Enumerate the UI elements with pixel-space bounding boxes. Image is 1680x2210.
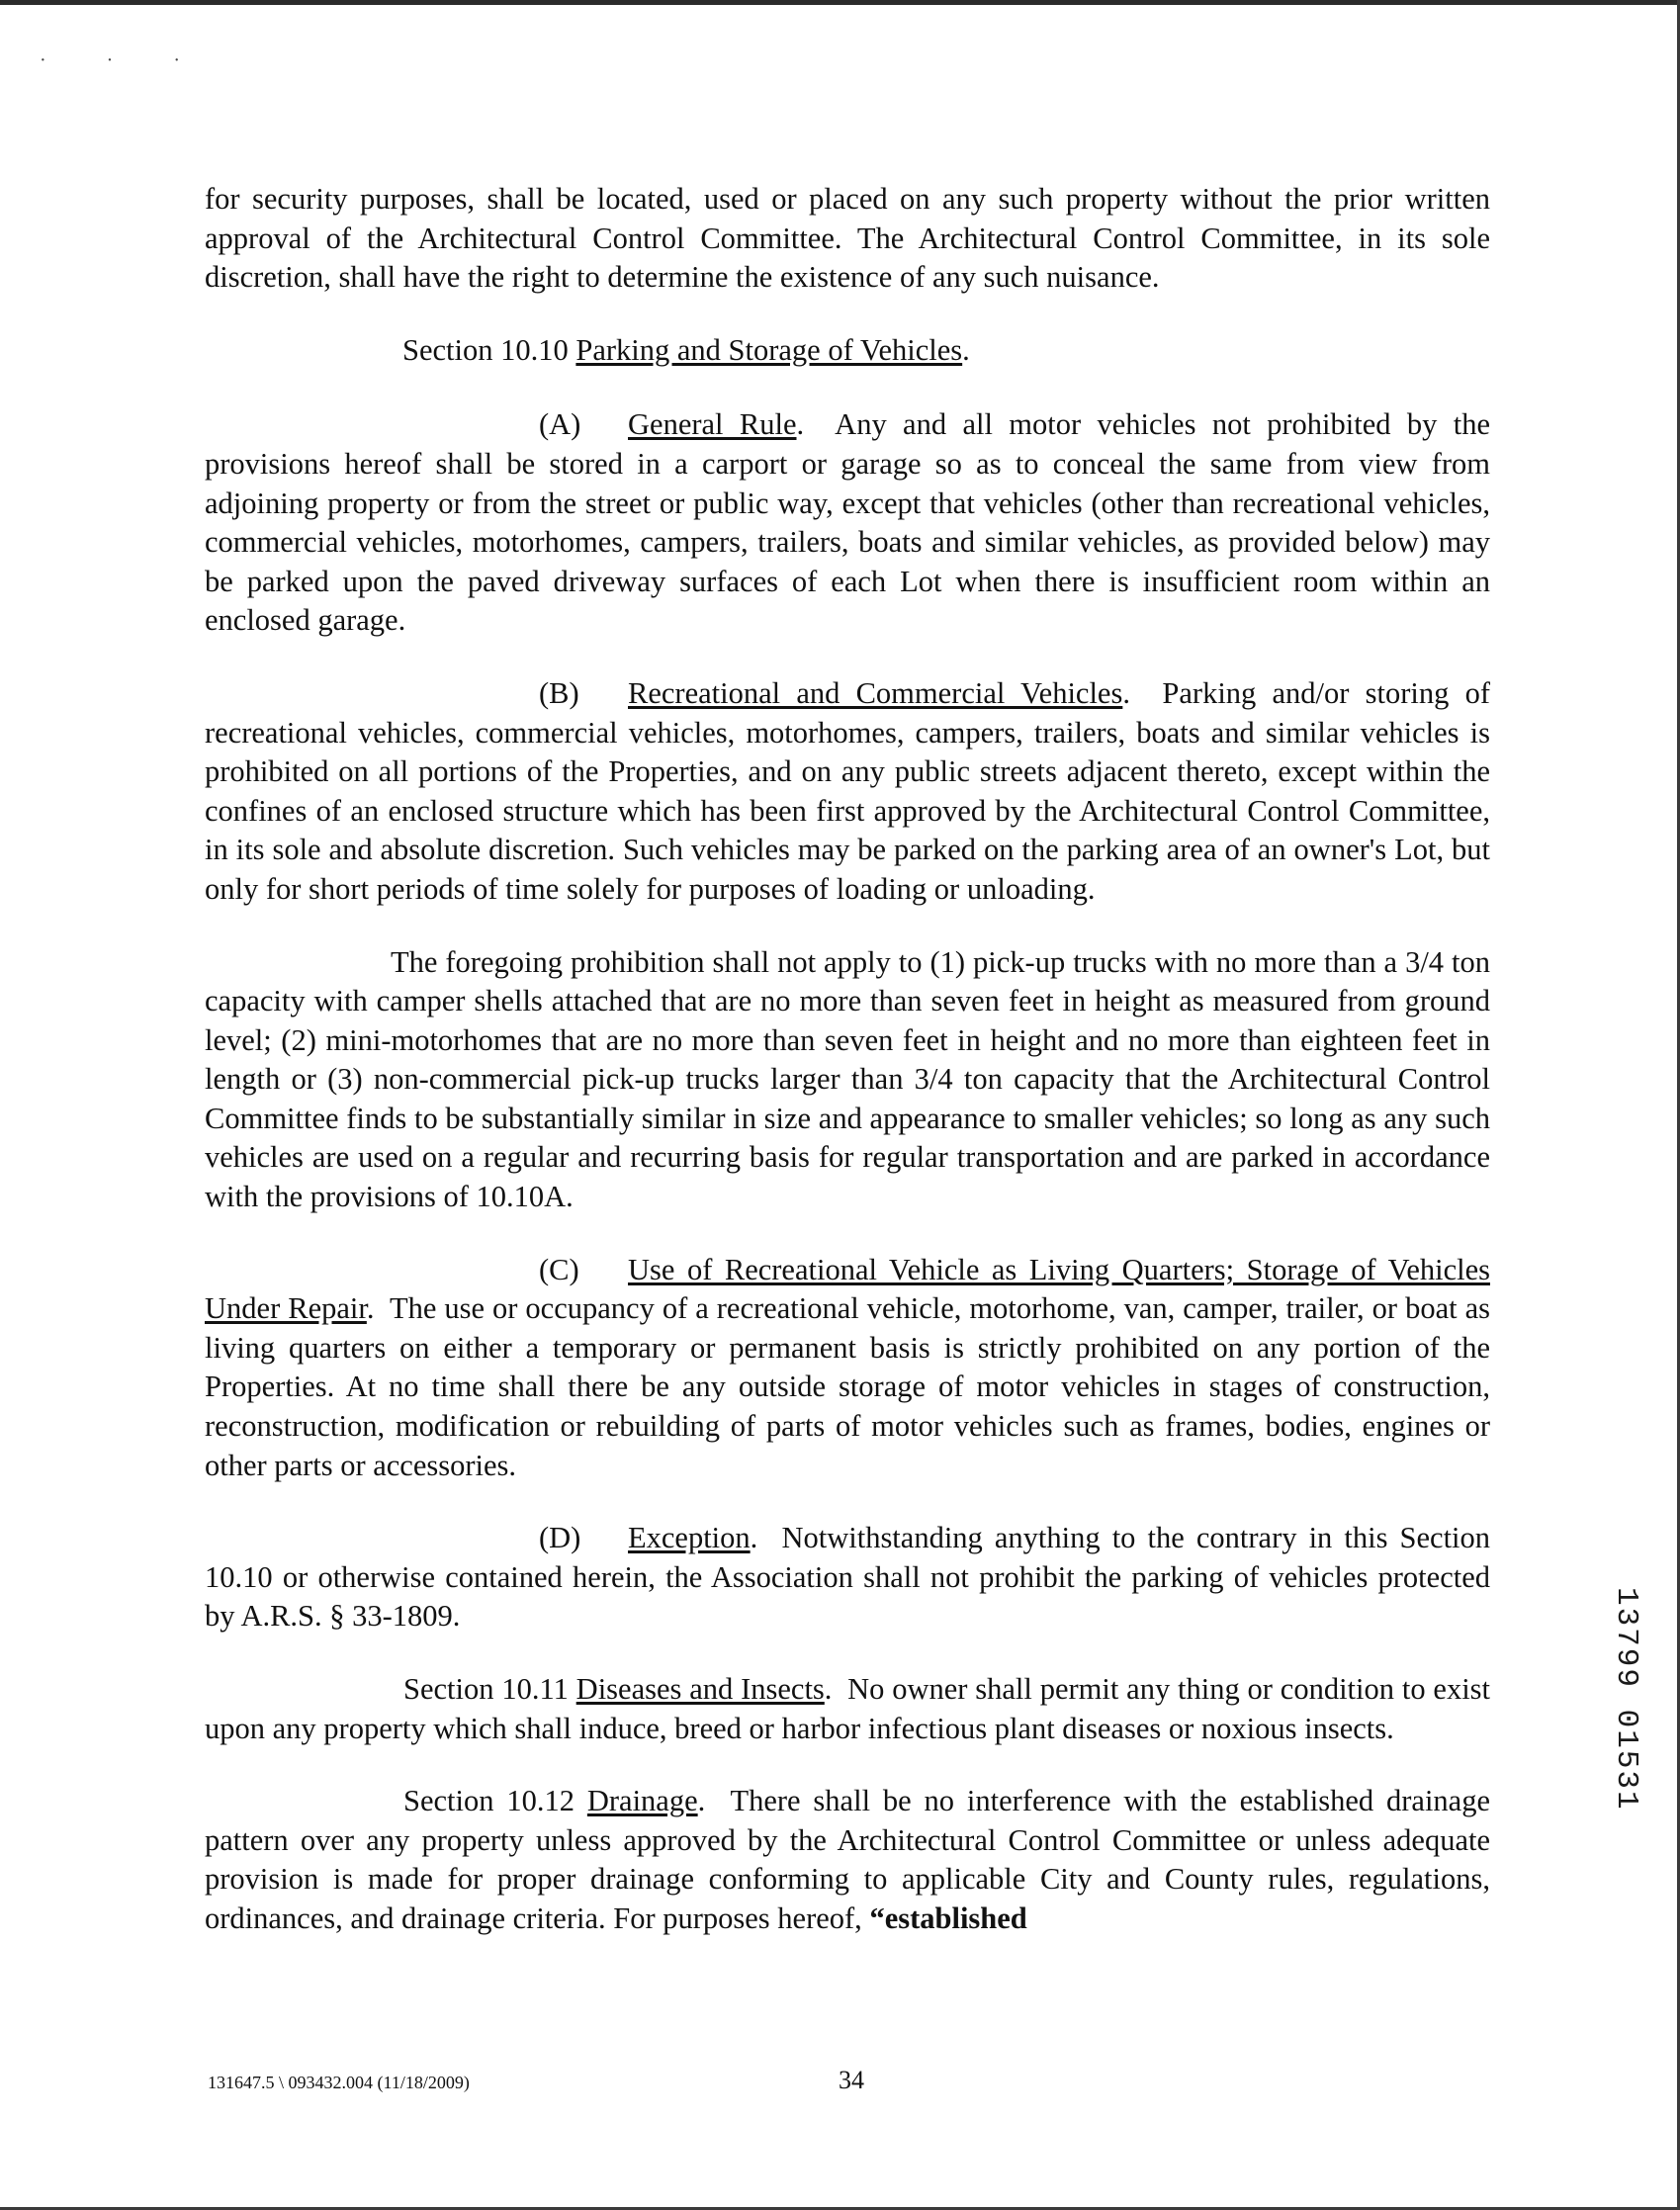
subsection-b-title: Recreational and Commercial Vehicles [628,675,1123,710]
subsection-b-label: (B) [539,675,579,710]
subsection-c-title: Use of Recreational Vehicle as Living Quarters; Storage of Vehicles Under Repair [205,1252,1490,1326]
section-10-11: Section 10.11 Diseases and Insects. No owner shall permit any thing or condition to exist upon any property which shall induce, breed or harbor infectious plant diseases or noxious insects. [205,1672,1491,1745]
section-10-12: Section 10.12 Drainage. There shall be no interference with the established drainage pattern over any property unless approved by the Architectural Control Committee or unless adequate provision is made for proper drainage conforming to applicable City and County rules, regulations, ordinances, and drainage criteria. For purposes hereof, “established [205,1784,1490,1935]
subsection-c-text: The use or occupancy of a recreational vehicle, motorhome, van, camper, trailer, or boat as living quarters on either a temporary or permanent basis is strictly prohibited on any portion of the Properties. At no time shall there be any outside storage of motor vehicles in stages of construction, reconstruction, modification or rebuilding of parts of motor vehicles such as frames, bodies, engines or other parts or accessories. [205,1291,1490,1482]
section-10-12-text: There shall be no interference with the established drainage pattern over any property unless approved by the Architectural Control Committee or unless adequate provision is made for proper drainage conforming to applicable City and County rules, regulations, ordinances, and drainage criteria. For purposes hereof, [205,1784,1490,1935]
subsection-c-label: (C) [539,1252,579,1286]
subsection-d-title: Exception [628,1521,751,1555]
subsection-d-label: (D) [539,1521,581,1555]
subsection-d-text: Notwithstanding anything to the contrary in this Section 10.10 or otherwise contained herein, the Association shall not prohibit the parking of vehicles protected by A.R.S. § 33-1809. [205,1521,1491,1634]
subsection-c: (C) Use of Recreational Vehicle as Living Quarters; Storage of Vehicles Under Repair. The use or occupancy of a recreational vehicle, motorhome, van, camper, trailer, or boat as living quarters on either a temporary or permanent basis is strictly prohibited on any portion of the Properties. At no time shall there be any outside storage of motor vehicles in stages of construction, reconstruction, modification or rebuilding of parts of motor vehicles such as frames, bodies, engines or other parts or accessories. [205,1252,1490,1482]
scan-specks: · · · [40,49,208,71]
page-number: 34 [839,2066,864,2094]
document-page [205,180,1490,1973]
section-10-11-title: Diseases and Insects [575,1672,825,1706]
side-recording-stamp [1608,1587,1647,1854]
section-10-11-number: Section 10.11 [403,1672,569,1706]
subsection-d: (D) Exception. Notwithstanding anything to the contrary in this Section 10.10 or otherwise contained herein, the Association shall not prohibit the parking of vehicles protected by A.R.S. § 33-1809. [205,1521,1491,1634]
section-10-12-title: Drainage [586,1784,698,1818]
subsection-a-label: (A) [539,407,581,442]
subsection-b-text: Parking and/or storing of recreational vehicles, commercial vehicles, motorhomes, campers, trailers, boats and similar vehicles is prohibited on all portions of the Properties, and on any public streets adjacent thereto, except within the confines of an enclosed structure which has been first approved by the Architectural Control Committee, in its sole and absolute discretion. Such vehicles may be parked on the parking area of an owner's Lot, but only for short periods of time solely for purposes of loading or unloading. [205,675,1490,906]
paragraph-security: for security purposes, shall be located, used or placed on any such property without the prior written approval of the Architectural Control Committee. The Architectural Control Committee, in its sole discretion, shall have the right to determine the existence of any such nuisance. [205,182,1490,295]
subsection-a: (A) General Rule. Any and all motor vehicles not prohibited by the provisions hereof shall be stored in a carport or garage so as to conceal the same from view from adjoining property or from the street or public way, except that vehicles (other than recreational vehicles, commercial vehicles, motorhomes, campers, trailers, boats and similar vehicles, as provided below) may be parked upon the paved driveway surfaces of each Lot when there is insufficient room within an enclosed garage. [205,407,1491,638]
section-10-10-number: Section 10.10 [402,332,569,367]
scan-edge-top [0,0,1680,5]
subsection-b: (B) Recreational and Commercial Vehicles. Parking and/or storing of recreational vehicles, commercial vehicles, motorhomes, campers, trailers, boats and similar vehicles is prohibited on all portions of the Properties, and on any public streets adjacent thereto, except within the confines of an enclosed structure which has been first approved by the Architectural Control Committee, in its sole and absolute discretion. Such vehicles may be parked on the parking area of an owner's Lot, but only for short periods of time solely for purposes of loading or unloading. [205,675,1490,906]
section-10-10-title: Parking and Storage of Vehicles [575,332,963,367]
footer-document-id: 131647.5 \ 093432.004 (11/18/2009) [208,2073,470,2092]
section-10-12-bold-term: “established [869,1901,1027,1935]
section-10-12-number: Section 10.12 [403,1784,575,1818]
side-recording-number: 13799 01531 [1609,1587,1643,1812]
paragraph-foregoing-prohibition: The foregoing prohibition shall not apply to (1) pick-up trucks with no more than a 3/4 ton capacity with camper shells attached that are no more than seven feet in height as measured from ground level; (2) mini-motorhomes that are no more than seven feet in height and no more than eighteen feet in length or (3) non-commercial pick-up trucks larger than 3/4 ton capacity that the Architectural Control Committee finds to be substantially similar in size and appearance to smaller vehicles; so long as any such vehicles are used on a regular and recurring basis for regular transportation and are parked in accordance with the provisions of 10.10A. [205,944,1490,1214]
subsection-a-text: Any and all motor vehicles not prohibited by the provisions hereof shall be stored in a carport or garage so as to conceal the same from view from adjoining property or from the street or public way, except that vehicles (other than recreational vehicles, commercial vehicles, motorhomes, campers, trailers, boats and similar vehicles, as provided below) may be parked upon the paved driveway surfaces of each Lot when there is insufficient room within an enclosed garage. [205,407,1491,638]
section-10-11-text: No owner shall permit any thing or condition to exist upon any property which shall induce, breed or harbor infectious plant diseases or noxious insects. [205,1672,1491,1745]
subsection-a-title: General Rule [628,407,797,442]
section-10-10-heading: Section 10.10 Parking and Storage of Vehicles. [402,332,970,367]
